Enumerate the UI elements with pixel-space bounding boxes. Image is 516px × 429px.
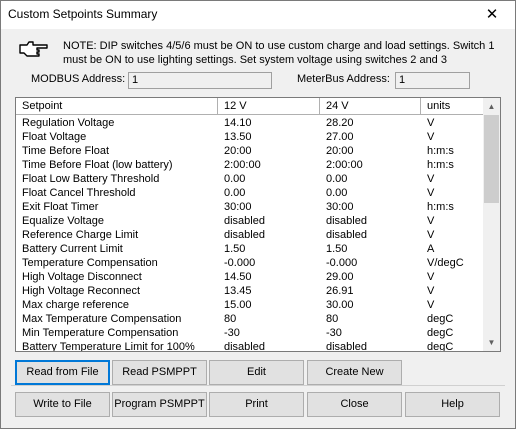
value-12v-cell: disabled (224, 215, 265, 227)
units-cell: V (427, 299, 435, 311)
meterbus-address-field[interactable]: 1 (395, 72, 470, 89)
table-row[interactable] (16, 158, 483, 172)
units-cell: degC (427, 341, 454, 352)
units-cell: V (427, 131, 435, 143)
value-12v-cell: 13.45 (224, 285, 252, 297)
value-12v-cell: disabled (224, 229, 265, 241)
units-cell: V/degC (427, 257, 464, 269)
setpoint-name-cell: Equalize Voltage (22, 215, 104, 227)
setpoints-table[interactable] (15, 97, 501, 352)
title-bar (1, 1, 515, 29)
write-to-file-button[interactable]: Write to File (15, 392, 110, 417)
table-row[interactable] (16, 298, 483, 312)
value-12v-cell: -30 (224, 327, 240, 339)
value-12v-cell: 2:00:00 (224, 159, 261, 171)
value-12v-cell: 30:00 (224, 201, 252, 213)
window-title: Custom Setpoints Summary (8, 7, 158, 21)
setpoint-name-cell: Temperature Compensation (22, 257, 158, 269)
column-header-setpoint[interactable]: Setpoint (16, 98, 218, 115)
setpoint-name-cell: Reference Charge Limit (22, 229, 139, 241)
value-24v-cell: 1.50 (326, 243, 348, 255)
units-cell: degC (427, 327, 454, 339)
scroll-up-icon[interactable]: ▲ (487, 102, 496, 111)
table-row[interactable] (16, 200, 483, 214)
units-cell: h:m:s (427, 159, 454, 171)
vertical-scrollbar[interactable] (483, 98, 500, 351)
setpoint-name-cell: Exit Float Timer (22, 201, 99, 213)
value-12v-cell: 1.50 (224, 243, 246, 255)
value-24v-cell: disabled (326, 229, 367, 241)
units-cell: V (427, 117, 435, 129)
setpoint-name-cell: Float Voltage (22, 131, 87, 143)
value-24v-cell: 27.00 (326, 131, 354, 143)
value-12v-cell: 20:00 (224, 145, 252, 157)
create-new-button[interactable]: Create New (307, 360, 402, 385)
button-divider (11, 385, 505, 386)
program-psmppt-button[interactable]: Program PSMPPT (112, 392, 207, 417)
value-12v-cell: 15.00 (224, 299, 252, 311)
setpoint-name-cell: Battery Current Limit (22, 243, 123, 255)
units-cell: h:m:s (427, 145, 454, 157)
value-12v-cell: 14.10 (224, 117, 252, 129)
setpoint-name-cell: Battery Temperature Limit for 100% (22, 341, 195, 352)
units-cell: V (427, 215, 435, 227)
value-24v-cell: 30.00 (326, 299, 354, 311)
setpoint-name-cell: High Voltage Reconnect (22, 285, 141, 297)
units-cell: V (427, 271, 435, 283)
table-row[interactable] (16, 228, 483, 242)
print-button[interactable]: Print (209, 392, 304, 417)
table-row[interactable] (16, 270, 483, 284)
value-12v-cell: 14.50 (224, 271, 252, 283)
table-row[interactable] (16, 340, 483, 352)
units-cell: A (427, 243, 435, 255)
table-row[interactable] (16, 242, 483, 256)
close-button[interactable]: Close (307, 392, 402, 417)
value-12v-cell: -0.000 (224, 257, 256, 269)
units-cell: h:m:s (427, 201, 454, 213)
setpoint-name-cell: Max charge reference (22, 299, 129, 311)
value-24v-cell: 20:00 (326, 145, 354, 157)
value-24v-cell: -0.000 (326, 257, 358, 269)
read-from-file-button[interactable]: Read from File (15, 360, 110, 385)
table-header (16, 98, 483, 115)
setpoint-name-cell: Time Before Float (22, 145, 110, 157)
setpoint-name-cell: Min Temperature Compensation (22, 327, 179, 339)
table-row[interactable] (16, 130, 483, 144)
value-24v-cell: -30 (326, 327, 342, 339)
help-button[interactable]: Help (405, 392, 500, 417)
modbus-label: MODBUS Address: (31, 73, 126, 85)
setpoint-name-cell: Float Cancel Threshold (22, 187, 136, 199)
value-12v-cell: 0.00 (224, 187, 246, 199)
table-row[interactable] (16, 214, 483, 228)
value-12v-cell: 0.00 (224, 173, 246, 185)
table-body (16, 116, 483, 352)
column-header-units[interactable]: units (427, 100, 451, 112)
value-24v-cell: 2:00:00 (326, 159, 363, 171)
units-cell: V (427, 285, 435, 297)
column-header-24v[interactable]: 24 V (320, 98, 421, 115)
table-row[interactable] (16, 312, 483, 326)
close-icon[interactable]: ✕ (485, 6, 499, 23)
table-row[interactable] (16, 284, 483, 298)
table-row[interactable] (16, 256, 483, 270)
value-24v-cell: 26.91 (326, 285, 354, 297)
scroll-thumb[interactable] (484, 115, 499, 203)
setpoint-name-cell: Time Before Float (low battery) (22, 159, 173, 171)
setpoint-name-cell: High Voltage Disconnect (22, 271, 142, 283)
value-24v-cell: disabled (326, 341, 367, 352)
units-cell: degC (427, 313, 454, 325)
table-row[interactable] (16, 172, 483, 186)
value-24v-cell: 28.20 (326, 117, 354, 129)
value-24v-cell: 0.00 (326, 187, 348, 199)
value-24v-cell: 80 (326, 313, 339, 325)
scroll-down-icon[interactable]: ▼ (487, 338, 496, 347)
table-row[interactable] (16, 186, 483, 200)
table-row[interactable] (16, 116, 483, 130)
value-12v-cell: 80 (224, 313, 237, 325)
setpoint-name-cell: Float Low Battery Threshold (22, 173, 160, 185)
table-row[interactable] (16, 144, 483, 158)
value-12v-cell: disabled (224, 341, 265, 352)
modbus-address-field[interactable]: 1 (128, 72, 272, 89)
value-24v-cell: 29.00 (326, 271, 354, 283)
units-cell: V (427, 187, 435, 199)
value-24v-cell: 0.00 (326, 173, 348, 185)
units-cell: V (427, 229, 435, 241)
value-12v-cell: 13.50 (224, 131, 252, 143)
value-24v-cell: disabled (326, 215, 367, 227)
value-24v-cell: 30:00 (326, 201, 354, 213)
units-cell: V (427, 173, 435, 185)
column-header-12v[interactable]: 12 V (218, 98, 320, 115)
read-psmppt-button[interactable]: Read PSMPPT (112, 360, 207, 385)
edit-button[interactable]: Edit (209, 360, 304, 385)
note-text: NOTE: DIP switches 4/5/6 must be ON to use custom charge and load settings. Switch 1 must be ON to use lighting settings. Set system voltage using switches 2 and 3 (63, 40, 495, 66)
setpoint-name-cell: Max Temperature Compensation (22, 313, 182, 325)
pointing-hand-icon (19, 39, 49, 59)
meterbus-label: MeterBus Address: (297, 73, 390, 85)
table-row[interactable] (16, 326, 483, 340)
setpoint-name-cell: Regulation Voltage (22, 117, 115, 129)
